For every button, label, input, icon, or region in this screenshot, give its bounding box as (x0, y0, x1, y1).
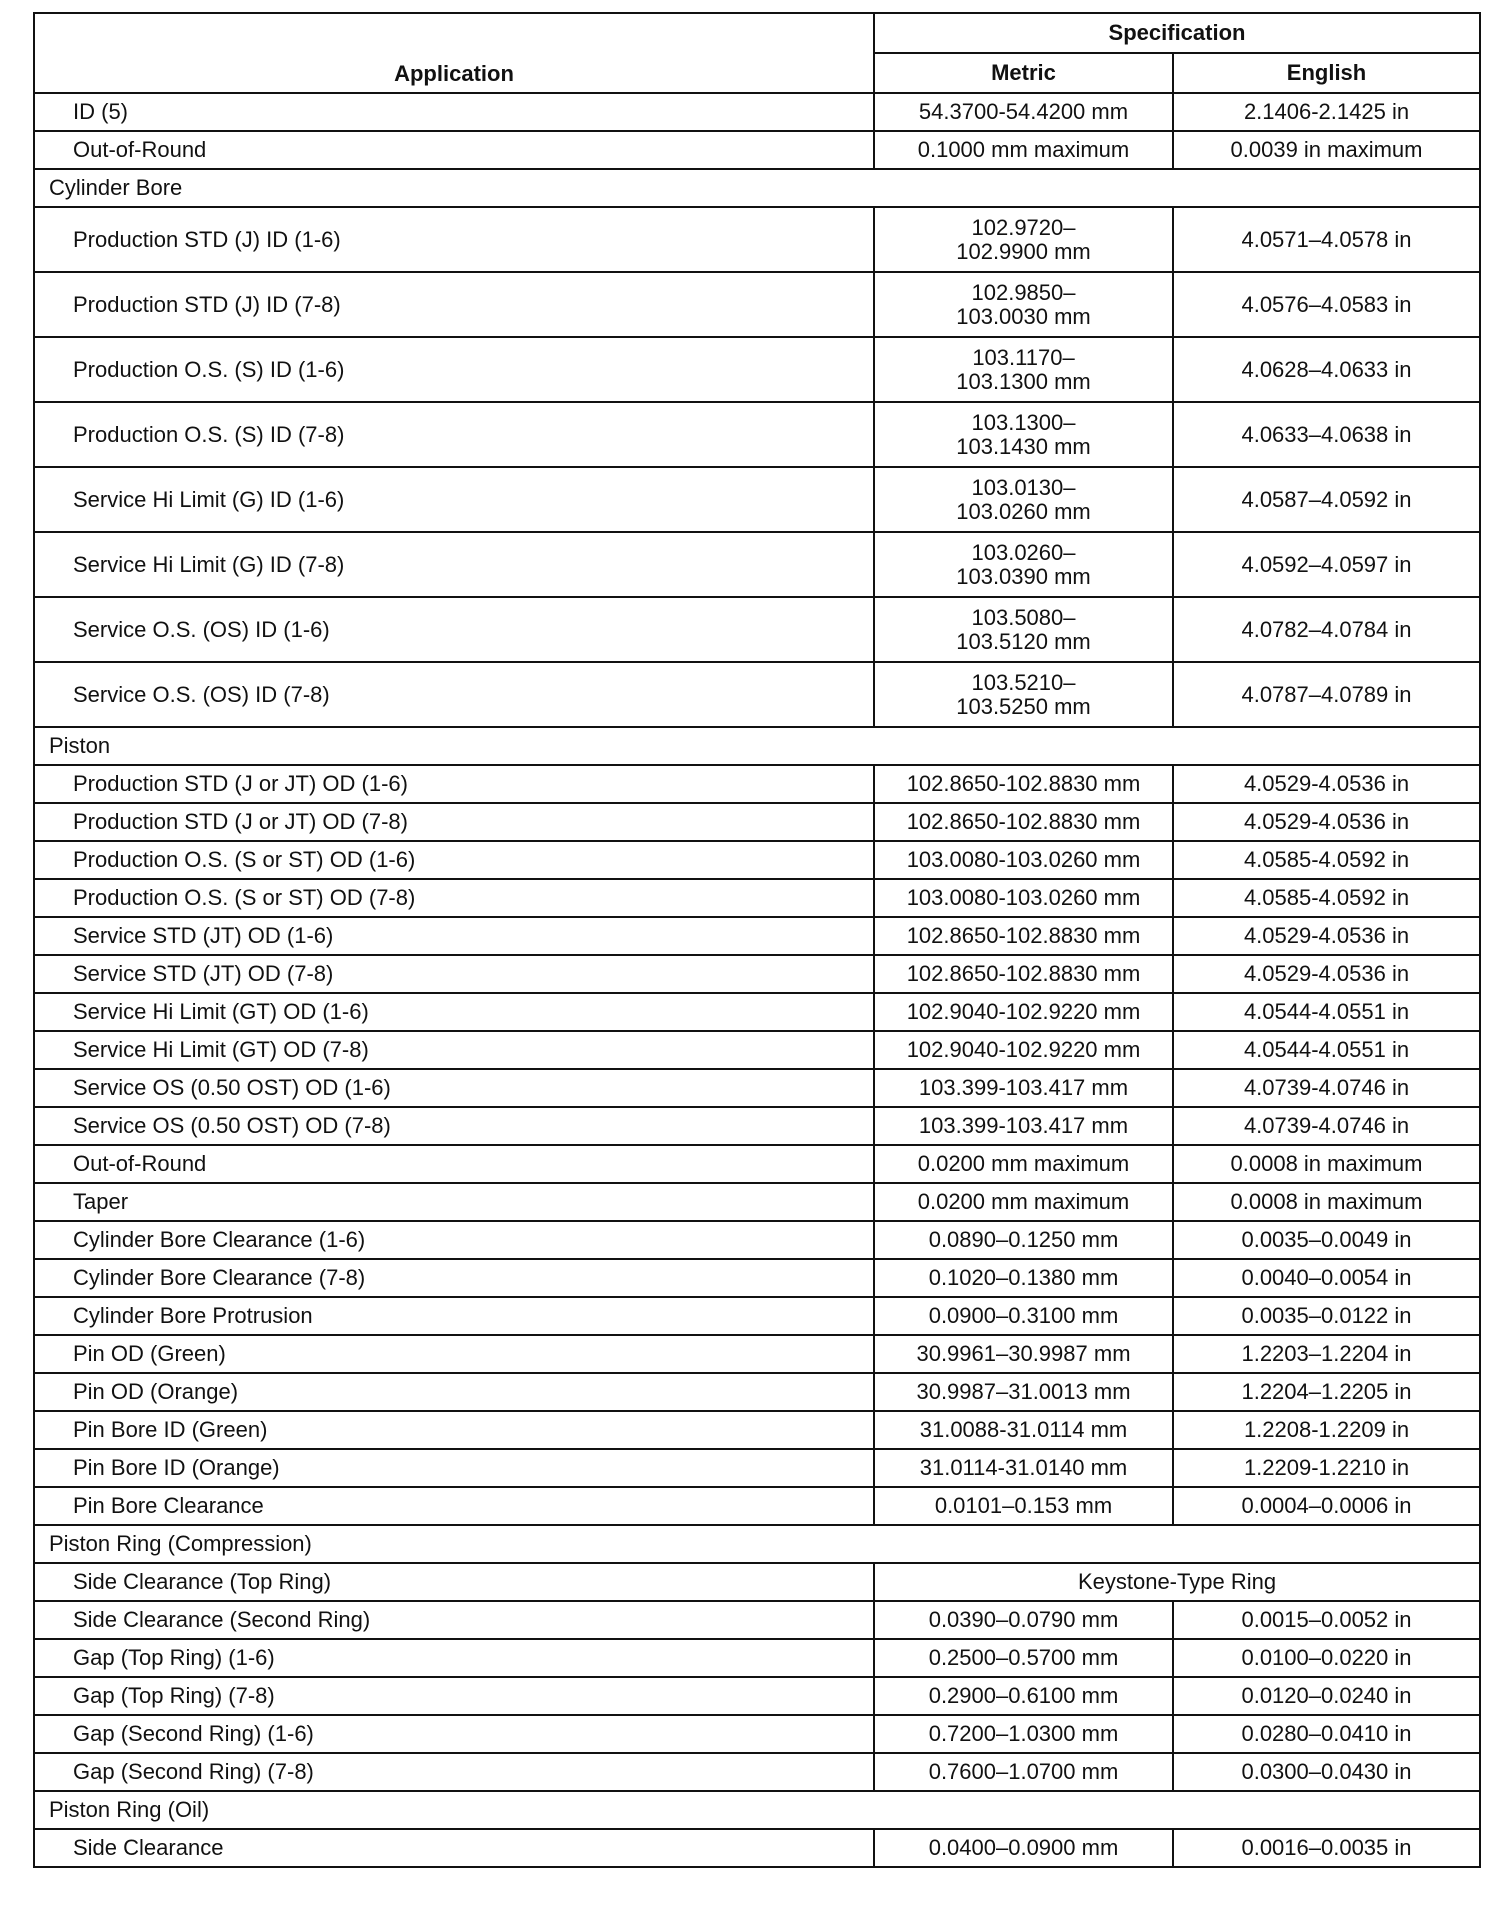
section-label: Piston Ring (Compression) (34, 1525, 1480, 1563)
application-cell: Service O.S. (OS) ID (1-6) (34, 597, 874, 662)
application-cell: Service Hi Limit (GT) OD (1-6) (34, 993, 874, 1031)
application-cell: Service OS (0.50 OST) OD (7-8) (34, 1107, 874, 1145)
metric-cell (874, 337, 1173, 402)
metric-line: 103.1300 mm (956, 368, 1091, 394)
section-row (34, 1791, 1480, 1829)
application-cell: Gap (Second Ring) (7-8) (34, 1753, 874, 1791)
table-row (34, 841, 1480, 879)
table-row (34, 1031, 1480, 1069)
english-cell: 0.0015–0.0052 in (1173, 1601, 1480, 1639)
table-row (34, 803, 1480, 841)
application-cell: Cylinder Bore Protrusion (34, 1297, 874, 1335)
metric-cell: 0.1020–0.1380 mm (874, 1259, 1173, 1297)
section-label: Cylinder Bore (34, 169, 1480, 207)
metric-cell (874, 272, 1173, 337)
english-cell: 0.0100–0.0220 in (1173, 1639, 1480, 1677)
application-cell: Gap (Second Ring) (1-6) (34, 1715, 874, 1753)
metric-line: 103.1430 mm (956, 433, 1091, 459)
metric-line: 103.1300– (971, 409, 1076, 435)
table-row (34, 337, 1480, 402)
application-cell: Service STD (JT) OD (7-8) (34, 955, 874, 993)
metric-cell: 102.8650-102.8830 mm (874, 917, 1173, 955)
header-specification: Specification (874, 13, 1480, 53)
english-cell: 4.0544-4.0551 in (1173, 993, 1480, 1031)
application-cell: Pin Bore ID (Orange) (34, 1449, 874, 1487)
metric-cell: 102.9040-102.9220 mm (874, 993, 1173, 1031)
metric-cell: 102.8650-102.8830 mm (874, 803, 1173, 841)
english-cell: 4.0585-4.0592 in (1173, 879, 1480, 917)
table-row (34, 1563, 1480, 1601)
metric-cell: 103.0080-103.0260 mm (874, 879, 1173, 917)
english-cell: 1.2209-1.2210 in (1173, 1449, 1480, 1487)
table-row (34, 1107, 1480, 1145)
application-cell: Production O.S. (S or ST) OD (7-8) (34, 879, 874, 917)
english-cell: 4.0587–4.0592 in (1173, 467, 1480, 532)
metric-line: 102.9850– (971, 279, 1076, 305)
metric-line: 102.9720– (971, 214, 1076, 240)
english-cell: 0.0280–0.0410 in (1173, 1715, 1480, 1753)
section-row (34, 169, 1480, 207)
english-cell: 4.0787–4.0789 in (1173, 662, 1480, 727)
table-row (34, 765, 1480, 803)
metric-cell: 54.3700-54.4200 mm (874, 93, 1173, 131)
application-cell: Production STD (J) ID (7-8) (34, 272, 874, 337)
table-row (34, 467, 1480, 532)
header-application: Application (34, 13, 874, 93)
application-cell: Service O.S. (OS) ID (7-8) (34, 662, 874, 727)
application-cell: Production STD (J or JT) OD (1-6) (34, 765, 874, 803)
table-row (34, 1677, 1480, 1715)
application-cell: Service STD (JT) OD (1-6) (34, 917, 874, 955)
english-cell: 4.0739-4.0746 in (1173, 1069, 1480, 1107)
table-row (34, 1639, 1480, 1677)
metric-line: 103.0030 mm (956, 303, 1091, 329)
english-cell: 0.0039 in maximum (1173, 131, 1480, 169)
english-cell: 4.0529-4.0536 in (1173, 803, 1480, 841)
english-cell: 1.2204–1.2205 in (1173, 1373, 1480, 1411)
table-row (34, 993, 1480, 1031)
table-row (34, 1259, 1480, 1297)
metric-line: 103.5120 mm (956, 628, 1091, 654)
table-row (34, 131, 1480, 169)
application-cell: Cylinder Bore Clearance (1-6) (34, 1221, 874, 1259)
table-row (34, 207, 1480, 272)
english-cell: 0.0035–0.0122 in (1173, 1297, 1480, 1335)
metric-cell (874, 597, 1173, 662)
application-cell: Gap (Top Ring) (7-8) (34, 1677, 874, 1715)
metric-cell: 0.0101–0.153 mm (874, 1487, 1173, 1525)
table-row (34, 532, 1480, 597)
english-cell: 4.0571–4.0578 in (1173, 207, 1480, 272)
metric-cell: 0.0400–0.0900 mm (874, 1829, 1173, 1867)
table-row (34, 1601, 1480, 1639)
application-cell: Pin Bore ID (Green) (34, 1411, 874, 1449)
application-cell: Service Hi Limit (GT) OD (7-8) (34, 1031, 874, 1069)
metric-cell: 30.9961–30.9987 mm (874, 1335, 1173, 1373)
specification-table (33, 12, 1481, 1868)
english-cell: 1.2208-1.2209 in (1173, 1411, 1480, 1449)
application-cell: Service Hi Limit (G) ID (1-6) (34, 467, 874, 532)
metric-line: 103.5210– (971, 669, 1076, 695)
metric-cell: 0.0390–0.0790 mm (874, 1601, 1173, 1639)
english-cell: 1.2203–1.2204 in (1173, 1335, 1480, 1373)
english-cell: 0.0016–0.0035 in (1173, 1829, 1480, 1867)
metric-cell (874, 532, 1173, 597)
metric-cell: 103.399-103.417 mm (874, 1069, 1173, 1107)
english-cell: 0.0300–0.0430 in (1173, 1753, 1480, 1791)
application-cell: Cylinder Bore Clearance (7-8) (34, 1259, 874, 1297)
table-row (34, 1297, 1480, 1335)
table-row (34, 1829, 1480, 1867)
table-row (34, 1715, 1480, 1753)
english-cell: 2.1406-2.1425 in (1173, 93, 1480, 131)
application-cell: Production O.S. (S) ID (1-6) (34, 337, 874, 402)
table-row (34, 272, 1480, 337)
table-row (34, 662, 1480, 727)
application-cell: Pin Bore Clearance (34, 1487, 874, 1525)
metric-cell: 31.0114-31.0140 mm (874, 1449, 1173, 1487)
metric-line: 103.1170– (972, 344, 1075, 370)
table-row (34, 1487, 1480, 1525)
metric-line: 103.5250 mm (956, 693, 1091, 719)
english-cell: 0.0120–0.0240 in (1173, 1677, 1480, 1715)
metric-cell (874, 207, 1173, 272)
table-row (34, 1449, 1480, 1487)
metric-line: 103.0390 mm (956, 563, 1091, 589)
metric-cell: 31.0088-31.0114 mm (874, 1411, 1173, 1449)
application-cell: Gap (Top Ring) (1-6) (34, 1639, 874, 1677)
application-cell: Out-of-Round (34, 131, 874, 169)
table-body (34, 93, 1480, 1867)
metric-cell: 0.0200 mm maximum (874, 1183, 1173, 1221)
table-row (34, 1145, 1480, 1183)
english-cell: 0.0040–0.0054 in (1173, 1259, 1480, 1297)
application-cell: Out-of-Round (34, 1145, 874, 1183)
application-cell: Service Hi Limit (G) ID (7-8) (34, 532, 874, 597)
table-row (34, 597, 1480, 662)
metric-cell: 103.399-103.417 mm (874, 1107, 1173, 1145)
application-cell: Side Clearance (34, 1829, 874, 1867)
english-cell: 4.0529-4.0536 in (1173, 955, 1480, 993)
metric-cell: 0.1000 mm maximum (874, 131, 1173, 169)
metric-cell: 0.2900–0.6100 mm (874, 1677, 1173, 1715)
table-row (34, 1221, 1480, 1259)
table-row (34, 879, 1480, 917)
application-cell: Production O.S. (S or ST) OD (1-6) (34, 841, 874, 879)
metric-cell (874, 662, 1173, 727)
english-cell: 0.0004–0.0006 in (1173, 1487, 1480, 1525)
metric-cell: 102.9040-102.9220 mm (874, 1031, 1173, 1069)
metric-cell: 30.9987–31.0013 mm (874, 1373, 1173, 1411)
header-english: English (1173, 53, 1480, 93)
metric-cell: 102.8650-102.8830 mm (874, 955, 1173, 993)
metric-cell: 0.7200–1.0300 mm (874, 1715, 1173, 1753)
application-cell: Pin OD (Orange) (34, 1373, 874, 1411)
application-cell: Service OS (0.50 OST) OD (1-6) (34, 1069, 874, 1107)
table-row (34, 955, 1480, 993)
english-cell: 4.0739-4.0746 in (1173, 1107, 1480, 1145)
table-row (34, 1335, 1480, 1373)
section-row (34, 727, 1480, 765)
english-cell: 4.0576–4.0583 in (1173, 272, 1480, 337)
table-row (34, 402, 1480, 467)
metric-line: 103.0130– (971, 474, 1076, 500)
application-cell: ID (5) (34, 93, 874, 131)
table-row (34, 1069, 1480, 1107)
english-cell: 4.0529-4.0536 in (1173, 765, 1480, 803)
metric-cell: 103.0080-103.0260 mm (874, 841, 1173, 879)
application-cell: Production STD (J or JT) OD (7-8) (34, 803, 874, 841)
table-row (34, 93, 1480, 131)
english-cell: 4.0628–4.0633 in (1173, 337, 1480, 402)
metric-cell (874, 467, 1173, 532)
metric-cell: 0.0900–0.3100 mm (874, 1297, 1173, 1335)
english-cell: 0.0008 in maximum (1173, 1145, 1480, 1183)
section-row (34, 1525, 1480, 1563)
metric-cell: 0.0890–0.1250 mm (874, 1221, 1173, 1259)
table-row (34, 1373, 1480, 1411)
application-cell: Side Clearance (Second Ring) (34, 1601, 874, 1639)
table-row (34, 1753, 1480, 1791)
application-cell: Side Clearance (Top Ring) (34, 1563, 874, 1601)
metric-cell: 0.2500–0.5700 mm (874, 1639, 1173, 1677)
metric-cell: 0.7600–1.0700 mm (874, 1753, 1173, 1791)
application-cell: Production O.S. (S) ID (7-8) (34, 402, 874, 467)
english-cell: 4.0592–4.0597 in (1173, 532, 1480, 597)
application-cell: Pin OD (Green) (34, 1335, 874, 1373)
application-cell: Taper (34, 1183, 874, 1221)
header-metric: Metric (874, 53, 1173, 93)
section-label: Piston Ring (Oil) (34, 1791, 1480, 1829)
metric-line: 103.0260– (971, 539, 1076, 565)
english-cell: 4.0529-4.0536 in (1173, 917, 1480, 955)
english-cell: 4.0544-4.0551 in (1173, 1031, 1480, 1069)
metric-line: 103.5080– (971, 604, 1076, 630)
english-cell: 0.0035–0.0049 in (1173, 1221, 1480, 1259)
table-row (34, 1411, 1480, 1449)
metric-cell: 0.0200 mm maximum (874, 1145, 1173, 1183)
metric-line: 103.0260 mm (956, 498, 1091, 524)
table-row (34, 1183, 1480, 1221)
english-cell: 4.0585-4.0592 in (1173, 841, 1480, 879)
section-label: Piston (34, 727, 1480, 765)
metric-cell: 102.8650-102.8830 mm (874, 765, 1173, 803)
table-row (34, 917, 1480, 955)
metric-line: 102.9900 mm (956, 238, 1091, 264)
english-cell: 0.0008 in maximum (1173, 1183, 1480, 1221)
english-cell: 4.0782–4.0784 in (1173, 597, 1480, 662)
metric-cell (874, 402, 1173, 467)
application-cell: Production STD (J) ID (1-6) (34, 207, 874, 272)
english-cell: 4.0633–4.0638 in (1173, 402, 1480, 467)
merged-spec-cell: Keystone-Type Ring (874, 1563, 1480, 1601)
